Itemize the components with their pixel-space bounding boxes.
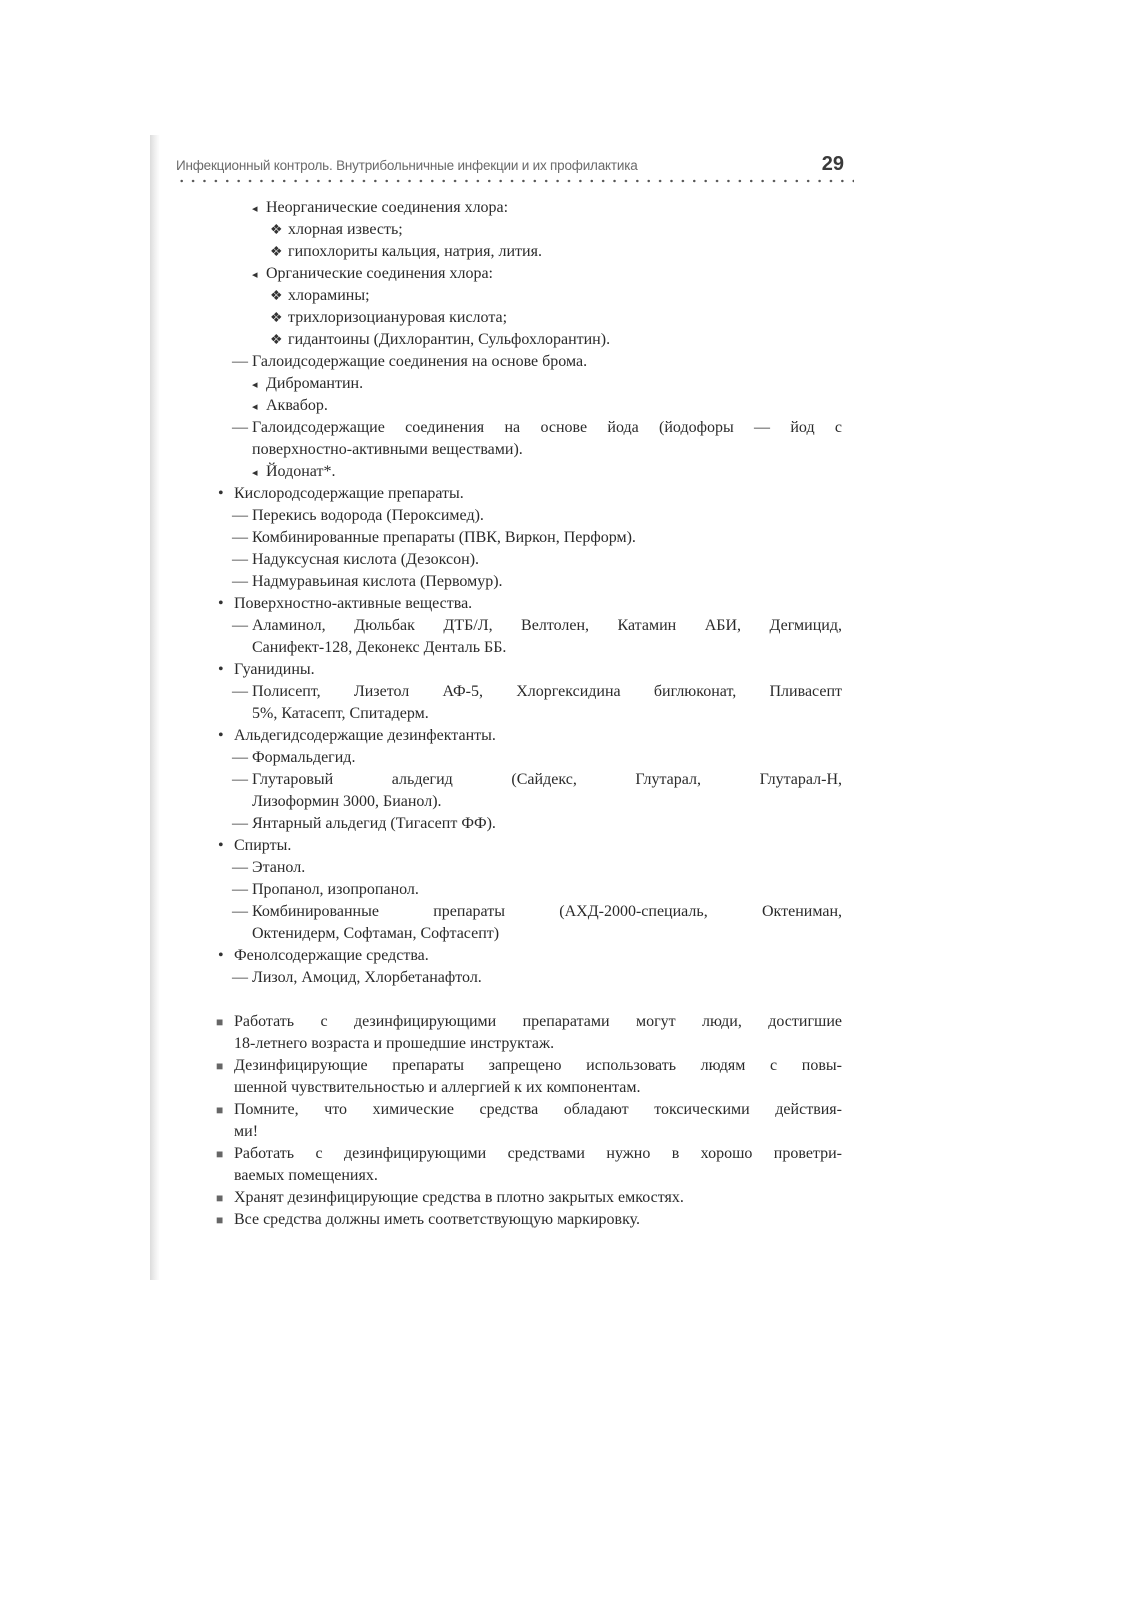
list-item: • Поверхностно-активные вещества. — [218, 593, 472, 615]
bullet-marker-icon: • — [218, 837, 224, 854]
list-item: — Глутаровый альдегид (Сайдекс, Глутарал, Глутарал-Н, — [232, 769, 842, 791]
dotted-rule — [176, 179, 854, 183]
list-item: • Альдегидсодержащие дезинфектанты. — [218, 725, 496, 747]
square-marker-icon: ■ — [216, 1015, 224, 1029]
list-item: ❖ гидантоины (Дихлорантин, Сульфохлорантин). — [270, 329, 610, 352]
list-item: ◂ Дибромантин. — [252, 373, 363, 396]
dash-marker-icon: — — [232, 881, 248, 898]
list-item: — Янтарный альдегид (Тигасепт ФФ). — [232, 813, 496, 835]
dash-marker-icon: — — [232, 859, 248, 876]
list-item: — Формальдегид. — [232, 747, 355, 769]
bullet-marker-icon: • — [218, 661, 224, 678]
rule-item-continuation: ми! — [234, 1123, 259, 1140]
list-item: • Гуанидины. — [218, 659, 315, 681]
triangle-marker-icon: ◂ — [252, 401, 258, 413]
dash-marker-icon: — — [232, 507, 248, 524]
diamond-marker-icon: ❖ — [270, 333, 283, 348]
rule-item: ■ Хранят дезинфицирующие средства в плотно закрытых емкостях. — [216, 1187, 684, 1209]
dash-marker-icon: — — [232, 771, 248, 788]
square-marker-icon: ■ — [216, 1103, 224, 1117]
square-marker-icon: ■ — [216, 1147, 224, 1161]
rule-item-continuation: 18-летнего возраста и прошедшие инструктаж. — [234, 1035, 555, 1052]
list-item: — Перекись водорода (Пероксимед). — [232, 505, 484, 527]
list-item-continuation: 5%, Катасепт, Спитадерм. — [252, 705, 429, 722]
list-item: ◂ Аквабор. — [252, 395, 328, 418]
page-number: 29 — [821, 153, 844, 175]
diamond-marker-icon: ❖ — [270, 245, 283, 260]
list-item: ◂ Йодонат*. — [252, 461, 335, 484]
list-item: ❖ хлорамины; — [270, 285, 370, 308]
list-item: ◂ Неорганические соединения хлора: — [252, 197, 508, 220]
square-marker-icon: ■ — [216, 1213, 224, 1227]
list-item-continuation: поверхностно-активными веществами). — [252, 441, 523, 458]
running-header — [176, 155, 854, 185]
rule-item-continuation: шенной чувствительностью и аллергией к их компонентам. — [234, 1079, 641, 1096]
list-item: ◂ Органические соединения хлора: — [252, 263, 493, 286]
dash-marker-icon: — — [232, 903, 248, 920]
dash-marker-icon: — — [232, 419, 248, 436]
list-item: • Спирты. — [218, 835, 291, 857]
list-item: — Комбинированные препараты (ПВК, Виркон, Перформ). — [232, 527, 636, 549]
list-item: — Этанол. — [232, 857, 305, 879]
list-item: ❖ гипохлориты кальция, натрия, лития. — [270, 241, 542, 264]
list-item: — Комбинированные препараты (АХД-2000-специаль, Октениман, — [232, 901, 842, 923]
list-item: ❖ хлорная известь; — [270, 219, 403, 242]
dash-marker-icon: — — [232, 683, 248, 700]
diamond-marker-icon: ❖ — [270, 223, 283, 238]
dash-marker-icon: — — [232, 969, 248, 986]
header-title: Инфекционный контроль. Внутрибольничные инфекции и их профилактика — [176, 158, 638, 173]
list-item-continuation: Санифект-128, Деконекс Денталь ББ. — [252, 639, 507, 656]
square-marker-icon: ■ — [216, 1059, 224, 1073]
bullet-marker-icon: • — [218, 727, 224, 744]
square-marker-icon: ■ — [216, 1191, 224, 1205]
rule-item: ■ Все средства должны иметь соответствующую маркировку. — [216, 1209, 640, 1231]
triangle-marker-icon: ◂ — [252, 379, 258, 391]
list-item: — Надуксусная кислота (Дезоксон). — [232, 549, 479, 571]
list-item: — Лизол, Амоцид, Хлорбетанафтол. — [232, 967, 482, 989]
dash-marker-icon: — — [232, 353, 248, 370]
list-item: — Галоидсодержащие соединения на основе брома. — [232, 351, 587, 373]
triangle-marker-icon: ◂ — [252, 467, 258, 479]
list-item: — Галоидсодержащие соединения на основе йода (йодофоры — йод с — [232, 417, 842, 439]
list-item: ❖ трихлоризоциануровая кислота; — [270, 307, 507, 330]
list-item: • Кислородсодержащие препараты. — [218, 483, 464, 505]
bullet-marker-icon: • — [218, 947, 224, 964]
triangle-marker-icon: ◂ — [252, 203, 258, 215]
dash-marker-icon: — — [232, 815, 248, 832]
list-item: — Надмуравьиная кислота (Первомур). — [232, 571, 503, 593]
diamond-marker-icon: ❖ — [270, 311, 283, 326]
list-item-continuation: Лизоформин 3000, Бианол). — [252, 793, 442, 810]
dash-marker-icon: — — [232, 529, 248, 546]
dash-marker-icon: — — [232, 551, 248, 568]
list-item: — Полисепт, Лизетол АФ-5, Хлоргексидина биглюконат, Пливасепт — [232, 681, 842, 703]
list-item-continuation: Октенидерм, Софтаман, Софтасепт) — [252, 925, 500, 942]
dash-marker-icon: — — [232, 749, 248, 766]
list-item: • Фенолсодержащие средства. — [218, 945, 429, 967]
scan-edge-shadow — [150, 135, 160, 1280]
rule-item: ■ Работать с дезинфицирующими средствами нужно в хорошо проветри- — [216, 1143, 842, 1165]
rule-item: ■ Помните, что химические средства обладают токсическими действия- — [216, 1099, 842, 1121]
rule-item: ■ Дезинфицирующие препараты запрещено использовать людям с повы- — [216, 1055, 842, 1077]
rule-item: ■ Работать с дезинфицирующими препаратами могут люди, достигшие — [216, 1011, 842, 1033]
list-item: — Аламинол, Дюльбак ДТБ/Л, Велтолен, Катамин АБИ, Дегмицид, — [232, 615, 842, 637]
bullet-marker-icon: • — [218, 485, 224, 502]
triangle-marker-icon: ◂ — [252, 269, 258, 281]
dash-marker-icon: — — [232, 573, 248, 590]
bullet-marker-icon: • — [218, 595, 224, 612]
diamond-marker-icon: ❖ — [270, 289, 283, 304]
list-item: — Пропанол, изопропанол. — [232, 879, 419, 901]
rule-item-continuation: ваемых помещениях. — [234, 1167, 378, 1184]
dash-marker-icon: — — [232, 617, 248, 634]
